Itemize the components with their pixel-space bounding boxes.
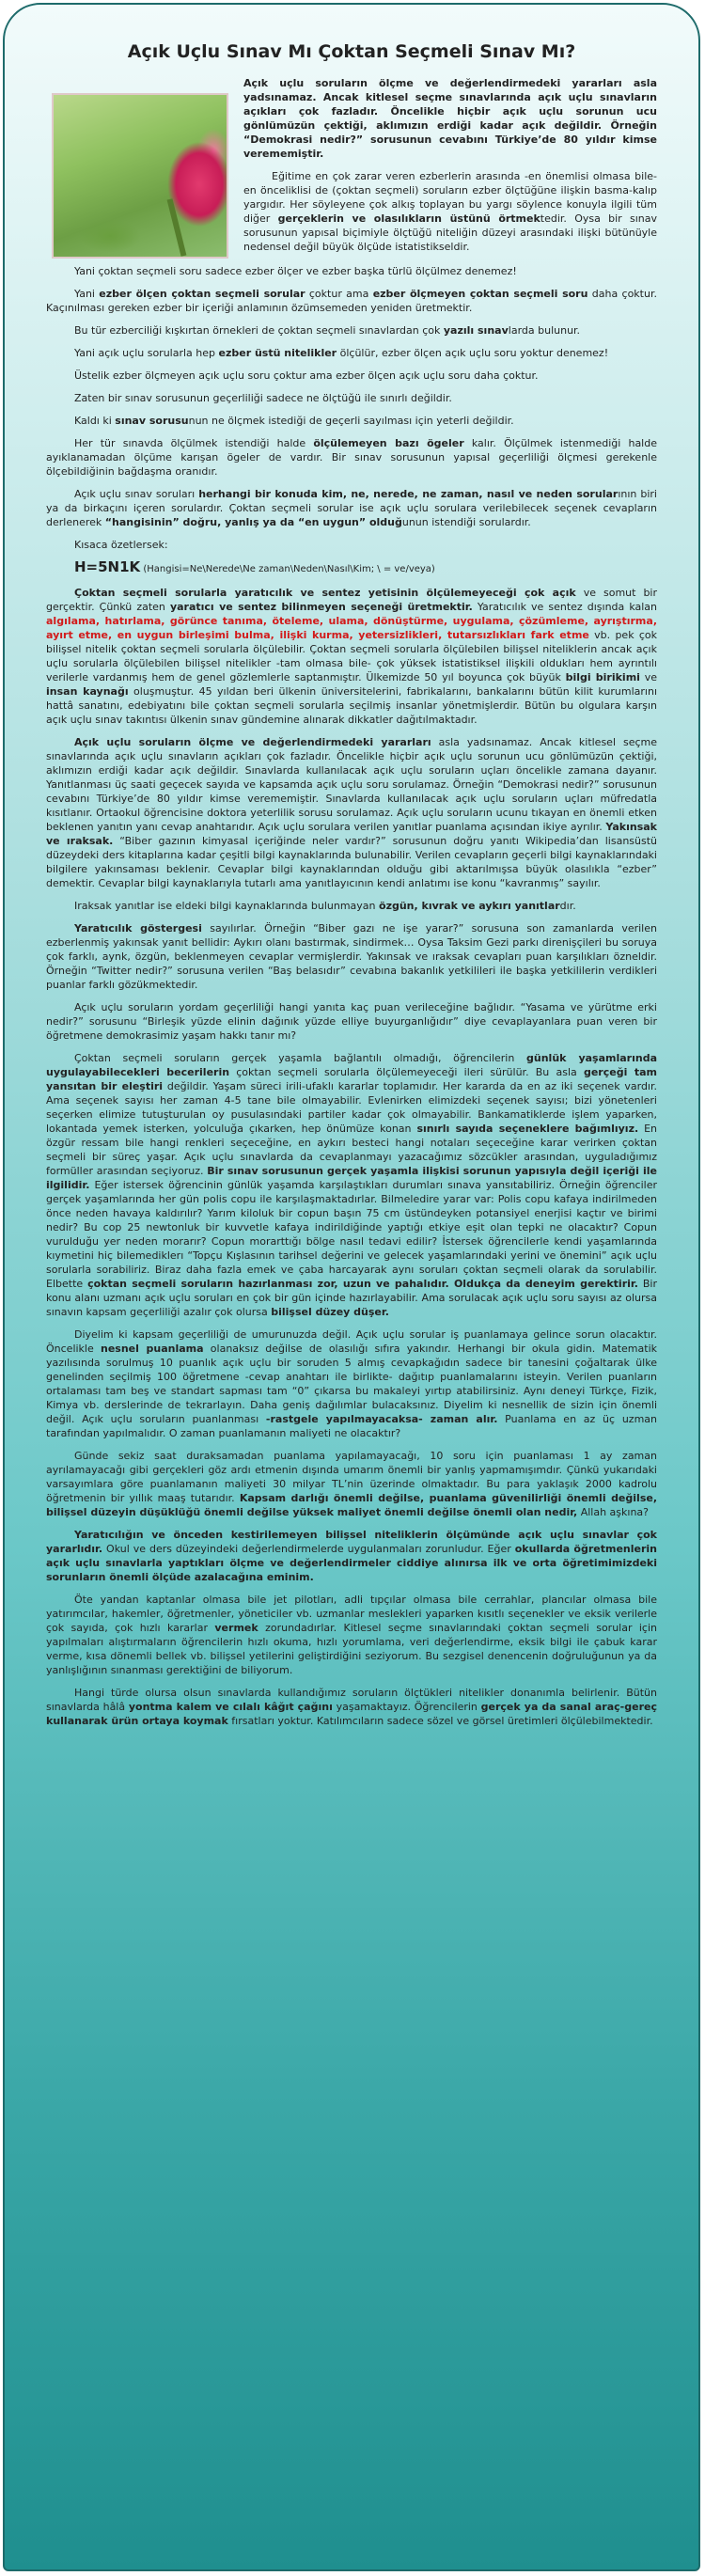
paragraph-16: Yaratıcılık göstergesi sayılırlar. Örneğin “Biber gazı ne işe yarar?” sorusuna son zamanlarda verilen ezberlenmiş yakınsak yanıt bellidir: Aykırı olanı bastırmak, sindirmek… Oysa Taksim Gezi parkı direnişçileri bu soruya çok farklı, aynk, özgün, beklenmeyen cevaplar vermişlerdir. Yakınsak ve ıraksak cevapları puan karşılıkları özneldir. Örneğin “Twitter nedir?” sorusuna verilen “Baş belasıdır” cevabına bakanlık yetkilileri ile başka yetkililerin verdikleri puanlar farklı gözükmektedir. xyxy=(46,922,657,991)
article-frame xyxy=(3,3,700,2571)
paragraph-9: Kaldı ki sınav sorusunun ne ölçmek istediği de geçerli sayılması için yeterli değildir. xyxy=(74,415,514,427)
paragraph-17: Açık uçlu soruların yordam geçerliliği hangi yanıta kaç puan verileceğine bağlıdır. “Yasama ve yürütme erki nedir?” sorusunu “Birleşik yüzde elinin dağınık yüzde elliye buyurganlığıdır” diye cevaplayanlara puan veren bir öğretmene demokrasimiz yaşam hakkı tanır mı? xyxy=(46,1001,657,1042)
paragraph-22: Öte yandan kaptanlar olmasa bile jet pilotları, adli tıpçılar olmasa bile cerrahlar, plancılar olmasa bile yatırımcılar, hakemler, öğretmenler, yöneticiler vb. uzmanlar meslekleri yaparken kısıtlı seçenekler ve eksik verilerle çok sayıda, çok hızlı kararlar vermek zorundadırlar. Kitlesel seçme sınavlarındaki çoktan seçmeli sorular için yapılmaları alıştırmaların öğrencilerin hızlı okuma, hızlı yorumlama, veri değerlendirme, eksik bilgi ile çabuk karar verme, kısa dönemli bellek vb. bilişsel yetilerini geliştirdiğini seziyorum. Bu sezgisel denencenin doğruluğunun ya da yanlışlığının sınanması gerektiğini de biliyorum. xyxy=(46,1594,657,1676)
cognitive-skills-highlight: algılama, hatırlama, görünce tanıma, öteleme, ulama, dönüştürme, uygulama, çözümleme, ayrıştırma, ayırt etme, en uygun birleşimi bulma, ilişki kurma, yetersizlikleri, tutarsızlıkları fark etme xyxy=(46,615,657,641)
paragraph-8: Zaten bir sınav sorusunun geçerliliği sadece ne ölçtüğü ile sınırlı değildir. xyxy=(74,392,452,404)
paragraph-10: Her tür sınavda ölçülmek istendiği halde ölçülemeyen bazı ögeler kalır. Ölçülmek istenmediği halde ayıklanamadan ölçüme karışan ögeler de vardır. Bir sınav sorusunun yapısal geçerliliği ölçmesi gerekenle ölçebildiğinin bağdaşma oranıdır. xyxy=(46,437,657,478)
paragraph-7: Üstelik ezber ölçmeyen açık uçlu soru çoktur ama ezber ölçen açık uçlu soru daha çoktur. xyxy=(74,369,539,382)
rose-stem-shape xyxy=(167,198,187,257)
formula-legend: (Hangisi=Ne\Nerede\Ne zaman\Neden\Nasıl\Kim; \ = ve/veya) xyxy=(140,564,435,574)
paragraph-14: Açık uçlu soruların ölçme ve değerlendirmedeki yararları asla yadsınamaz. Ancak kitlesel seçme sınavlarında açık uçlu sınavların açıkları çok fazladır. Öncelikle hiçbir açık uçlu sorunun ucu gönlümüzün çektiği, aklımızın erdiği kadar açık değildir. Sınavlarda kullanılacak açık uçlu soruların uçları öncelikle zamana dayanır. Yanıtlanması üç saati geçecek sayıda ve kapsamda açık uçlu soru sorulamaz. Örneğin “Demokrasi nedir?” sorusunun cevabını Türkiye’de 80 yıldır kimse verememiştir. Sınavlarda kullanılacak açık uçlu soruların uçları müfredatla kısıtlanır. Ortaokul öğrencisine doktora yeterlilik sorusu sorulamaz. Açık uçlu soruların ucunu tıkayan en önemli etken beklenen yanıtın yanı cevap anahtarıdır. Açık uçlu sorulara verilen yanıtlar puanlama açısından ikiye ayrılır. Yakınsak ve ıraksak. “Biber gazının kimyasal içeriğinde neler vardır?” sorusunun doğru yanıtı Wikipedia’dan lisansüstü düzeydeki ders kitaplarına kadar çeşitli bilgi kaynaklarında bulunabilir. Verilen cevapların geçerli bilgi kaynaklarındaki bilgilere yakınsaması beklenir. Cevaplar bilgi kaynaklarından olduğu gibi aktarılmışsa büyük olasılıkla “ezber” demektir. Cevaplar bilgi kaynaklarıyla tutarlı ama yanıtlayıcının kendi anlatımı ise konu “kavranmış” sayılır. xyxy=(46,736,658,889)
formula-line xyxy=(74,560,657,576)
page-title: Açık Uçlu Sınav Mı Çoktan Seçmeli Sınav Mı? xyxy=(127,41,576,62)
paragraph-11: Açık uçlu sınav soruları herhangi bir konuda kim, ne, nerede, ne zaman, nasıl ve neden sorularının biri ya da birkaçını içeren sorulardır. Çoktan seçmeli sorular ise açık uçlu sorulara verilebilecek seçenek cevapların derlenerek “hangisinin” doğru, yanlış ya da “en uygun” olduğunun istendiği sorulardır. xyxy=(46,488,657,528)
paragraph-23: Hangi türde olursa olsun sınavlarda kullandığımız soruların ölçtükleri nitelikler donanımla belirlenir. Bütün sınavlarda hâlâ yontma kalem ve cılalı kâğıt çağını yaşamaktayız. Öğrencilerin gerçek ya da sanal araç-gereç kullanarak ürün ortaya koymak fırsatları yoktur. Katılımcıların sadece sözel ve görsel üretimleri ölçülebilmektedir. xyxy=(46,1687,657,1727)
paragraph-18: Çoktan seçmeli soruların gerçek yaşamla bağlantılı olmadığı, öğrencilerin günlük yaşamlarında uygulayabilecekleri becerilerin çoktan seçmeli sorularla ölçülemeyeceği ileri sürülür. Bu asla gerçeği tam yansıtan bir eleştiri değildir. Yaşam süreci irili-ufaklı kararlar toplamıdır. Her kararda da en az iki seçenek vardır. Ama seçenek sayısı her zaman 4-5 tane bile olmayabilir. Evlenirken elimizdeki seçenek sayısı; bizi yönetenleri seçerken elimize tutuşturulan oy pusulasındaki partiler kadar çok olmayabilir. Bankamatiklerde işlem yaparken, lokantada yemek isterken, yolculuğa çıkarken, hep önümüze konan sınırlı sayıda seçeneklere bağımlıyız. En özgür ressam bile hangi renkleri seçeceğine, en aykırı besteci hangi notaları seçeceğine karar verirken çoktan seçmeli bir süreç yaşar. Açık uçlu sınavlarda da cevaplanmayı yazacağımız sözcükler arasından, uyguladığımız formüller arasından seçiyoruz. Bir sınav sorusunun gerçek yaşamla ilişkisi sorunun yapısıyla değil içeriği ile ilgilidir. Eğer istersek öğrencinin günlük yaşamda karşılaştıkları durumları sınava yansıtabiliriz. Örneğin öğrenciler gerçek yaşamlarında her gün polis copu ile karşılaşmaktadırlar. Bilmeledire yarar var: Polis copu kafaya indirilmeden önce neden havaya kaldırılır? Yarım kiloluk bir copun başın 75 cm üstündeyken potansiyel enerjisi kaçtır ve birimi nedir? Bu cop 25 newtonluk bir kuvvetle kafaya indirildiğinde yaptığı etkiye eşit olan tepki ne olacaktır? Copun vurulduğu yer neden morarır? Copun morarttığı bölge nasıl tedavi edilir? İstersek öğrencilerle kendi yaşamlarında kıymetini hiç bilemediklerı “Topçu Kışlasının tarihsel değerini ve gelecek yaşamlarındaki yerini ve önemini” açık uçlu sorularla sorabiliriz. Biraz daha fazla emek ve çaba harcayarak aynı soruları çoktan seçmeli olarak da sorulabilir. Elbette çoktan seçmeli soruların hazırlanması zor, uzun ve pahalıdır. Oldukça da deneyim gerektirir. Bir konu alanı uzmanı açık uçlu soruları en çok bir gün içinde hazırlayabilir. Ama sorulacak açık uçlu soru sayısı az olursa sınavın kapsam geçerliliği azalır çok olursa bilişsel düzey düşer. xyxy=(46,1052,658,1318)
paragraph-20: Günde sekiz saat duraksamadan puanlama yapılamayacağı, 10 soru için puanlaması 1 ay zaman ayrılamayacağı gibi gerçekleri göz ardı etmenin dışında umarım önemli bir yanlış yapmamışımdır. Çünkü yukarıdaki varsayımlara göre puanlamanın maliyeti 30 milyar TL’nin üzerinde olmaktadır. Bu para yaklaşık 2000 kadrolu öğretmenin bir yıllık maaş tutarıdır. Kapsam darlığı önemli değilse, puanlama güvenilirliği önemli değilse, bilişsel düzeyin düşüklüğü önemli değilse yüksek maliyet önemli değilse önemli olan nedir, Allah aşkına? xyxy=(46,1450,657,1518)
paragraph-summary-label: Kısaca özetlersek: xyxy=(74,539,168,551)
paragraph-19: Diyelim ki kapsam geçerliliği de umurunuzda değil. Açık uçlu sorular iş puanlamaya gelince sorun olacaktır. Öncelikle nesnel puanlama olanaksız değilse de olasılığı sıfıra yakındır. Herhangi bir okula gidin. Matematik yazılısında sorulmuş 10 puanlık açık uçlu bir soruden 5 almış cevapkağıdın sadece bir tanesini çoğaltarak ülke genelinden seçilmiş 100 öğretmene -cevap anahtarı ile birlikte- dağıtıp puanlamalarını isteyin. Verilen puanların ortalaması tam beş ve standart sapması tam “0” çıkarsa bu makaleyi yırtıp atabilirsiniz. Aynı deneyi Türkçe, Fizik, Kimya vb. derslerinde de tekrarlayın. Daha geniş dağılımlar bulacaksınız. Diyelim ki nesnellik de sizin için önemli değil. Açık uçlu soruların puanlanması -rastgele yapılmayacaksa- zaman alır. Puanlama en az üç uzman tarafından yapılmalıdır. O zaman puanlamanın maliyeti ne olacaktır? xyxy=(46,1328,657,1439)
article-content xyxy=(5,5,698,2569)
paragraph-5: Bu tür ezberciliği kışkırtan örnekleri de çoktan seçmeli sınavlardan çok yazılı sınavlarda bulunur. xyxy=(74,324,581,337)
paragraph-memorization: Eğitime en çok zarar veren ezberlerin arasında -en önemlisi olmasa bile- en önceliklisi de (çoktan seçmeli) soruların ezber ölçtüğüne ilişkin basma-kalıp yargıdır. Her söyleyene çok alkış toplayan bu yargı söylence konuyla ilgili tüm diğer gerçeklerin ve olasılıkların üstünü örtmektedir. Oysa bir sınav sorusunun yapısal biçimiyle ölçtüğü niteliğin düzeyi arasındaki ilişki bütünüyle nedensel değil büyük ölçüde istatistikseldir. xyxy=(243,170,658,253)
paragraph-6: Yani açık uçlu sorularla hep ezber üstü nitelikler ölçülür, ezber ölçen açık uçlu soru yoktur denemez! xyxy=(74,347,609,359)
paragraph-4: Yani ezber ölçen çoktan seçmeli sorular çoktur ama ezber ölçmeyen çoktan seçmeli soru daha çoktur. Kaçınılması gereken ezber bir içeriği anlamının özümsemeden yeniden üretmektir. xyxy=(46,288,657,314)
rose-photo xyxy=(52,93,228,259)
paragraph-21: Yaratıcılığın ve önceden kestirilemeyen bilişsel niteliklerin ölçümünde açık uçlu sınavlar çok yararlıdır. Okul ve ders düzeyindeki değerlendirmelerde uygulanmaları zorunludur. Eğer okullarda öğretmenlerin açık uçlu sınavlarla yaptıkları ölçme ve değerlendirmeler ciddiye alınırsa ilk ve orta öğretimimizdeki sorunların önemli ölçüde azalacağına eminim. xyxy=(46,1529,658,1583)
paragraph-13: Çoktan seçmeli sorularla yaratıcılık ve sentez yetisinin ölçülemeyeceği çok açık ve somut bir gerçektir. Çünkü zaten yaratıcı ve sentez bilinmeyen seçeneği üretmektir. Yaratıcılık ve sentez dışında kalan algılama, hatırlama, görünce tanıma, öteleme, ulama, dönüştürme, uygulama, çözümleme, ayrıştırma, ayırt etme, en uygun birleşimi bulma, ilişki kurma, yetersizlikleri, tutarsızlıkları fark etme vb. pek çok bilişsel nitelik çoktan seçmeli sorularla ölçülebilir. Çoktan seçmeli sorularla ölçülebilen bilişsel niteliklerin ancak açık uçlu sorularla ölçülebilen bilişsel nitelikler -tam olmasa bile- çok yüksek istatistiksel ilişkili oldukları hem ayrıntılı verilerle vardanmış hem de genel gözlemlerle saptanmıştır. Ülkemizde 50 yıl boyunca çok büyük bilgi birikimi ve insan kaynağı oluşmuştur. 45 yıldan beri ülkenin üniversitelerini, fabrikalarını, bankalarını bütün kilit kurumlarını hattâ sanatını, edebiyatını bile çoktan seçmeli sorularla seçilmiş insanlar yönetmişlerdir. Bütün bu olgulara karşın açık uçlu sınav takıntısı ülkenin sınav gündemine alınarak dikkatler dağıtılmaktadır. xyxy=(46,587,658,726)
formula-main: H=5N1K xyxy=(74,558,141,575)
paragraph-15: Iraksak yanıtlar ise eldeki bilgi kaynaklarında bulunmayan özgün, kıvrak ve aykırı yanıtlardır. xyxy=(74,900,576,912)
paragraph-3: Yani çoktan seçmeli soru sadece ezber ölçer ve ezber başka türlü ölçülmez denemez! xyxy=(74,265,517,277)
paragraph-intro: Açık uçlu soruların ölçme ve değerlendirmedeki yararları asla yadsınamaz. Ancak kitlesel seçme sınavlarında açık uçlu sınavların açıkları çok fazladır. Öncelikle hiçbir açık uçlu sorunun ucu gönlümüzün çektiği, aklımızın erdiği kadar açık değildir. Örneğin “Demokrasi nedir?” sorusunun cevabını Türkiye’de 80 yıldır kimse verememiştir. xyxy=(243,77,657,160)
